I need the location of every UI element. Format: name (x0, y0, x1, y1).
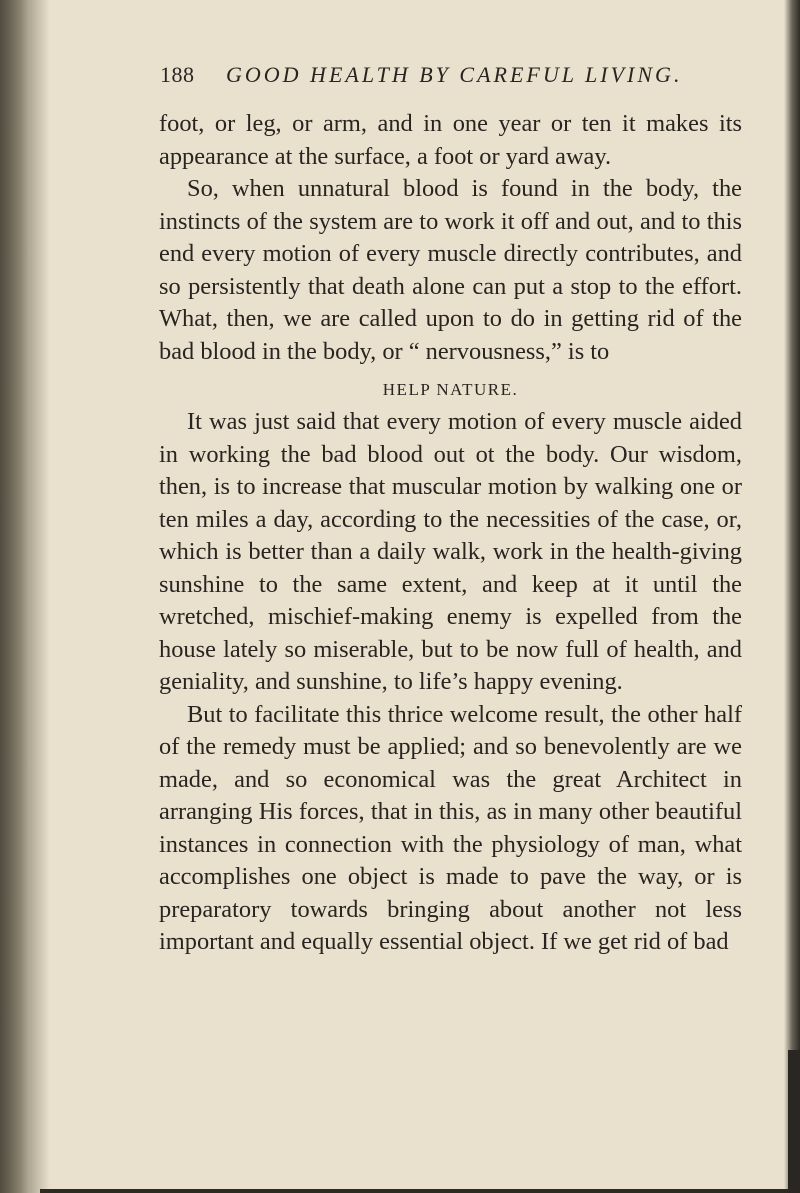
page-right-edge (784, 0, 800, 1193)
paragraph: So, when unnatural blood is found in the body, the instincts of the system are to work it off and out, and to this end every motion of every muscle directly contributes, and so persistently that death alone can put a stop to the effort. What, then, we are called upon to do in getting rid of the bad blood in the body, or “ nervousness,” is to (159, 175, 742, 365)
book-binding-edge (0, 0, 30, 1193)
paragraph: But to facilitate this thrice welcome result, the other half of the remedy must be applied; and so benevolently are we made, and so economical was the great Architect in arranging His forces, that in this, as in many other beautiful instances in connection with the physiology of man, what accomplishes one object is made to pave the way, or is preparatory towards bringing about another not less important and equally essential object. If we get rid of bad (159, 700, 742, 955)
page-body (159, 108, 742, 959)
running-title: GOOD HEALTH BY CAREFUL LIVING. (226, 62, 683, 87)
page-bottom-edge (40, 1189, 788, 1193)
paragraph: It was just said that every motion of every muscle aided in working the bad blood out ot the body. Our wisdom, then, is to increase that muscular motion by walking one or ten miles a day, according to the necessities of the case, or, which is better than a daily walk, work in the health-giving sunshine to the same extent, and keep at it until the wretched, mischief-making enemy is expelled from the house lately so miserable, but to be now full of health, and geniality, and sunshine, to life’s happy evening. (159, 408, 742, 695)
page-number: 188 (160, 62, 195, 87)
gutter-shadow (30, 0, 50, 1193)
page-corner-shadow (788, 1050, 800, 1193)
paragraph-continued: foot, or leg, or arm, and in one year or ten it makes its appearance at the surface, a foot or yard away. (159, 110, 742, 170)
section-heading: HELP NATURE. (382, 380, 519, 399)
page-header (160, 62, 720, 98)
